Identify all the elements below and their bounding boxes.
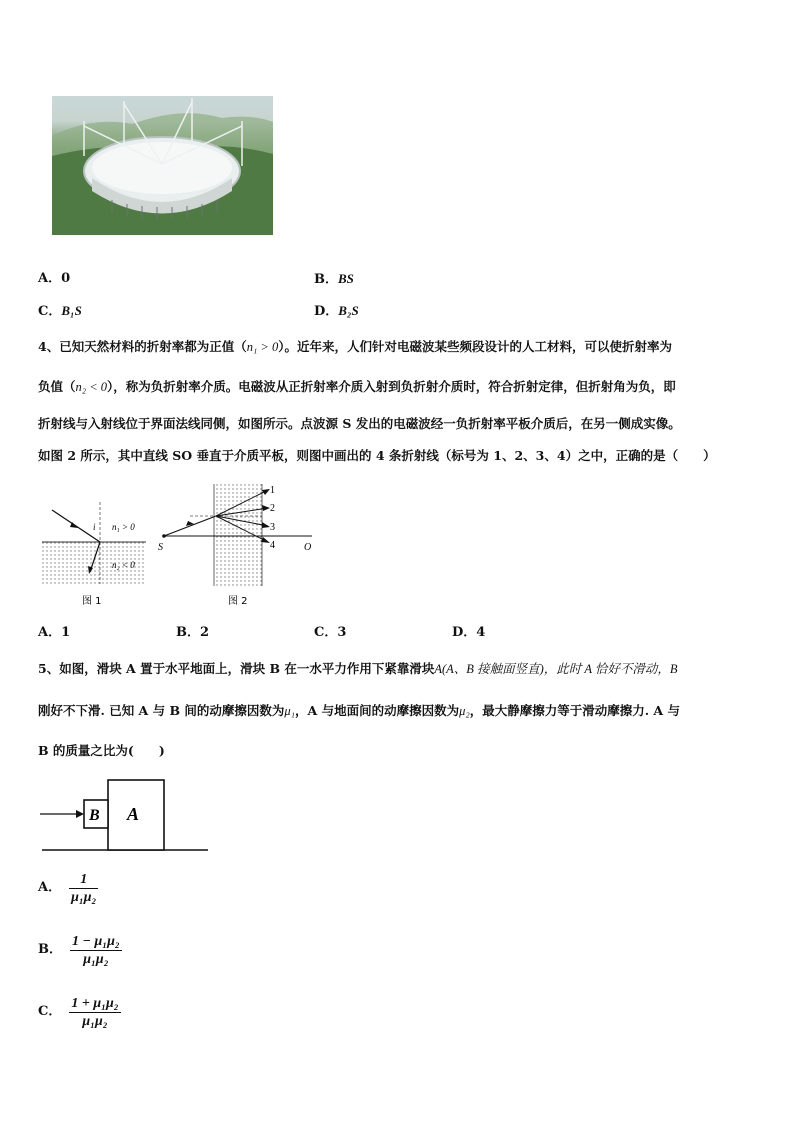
- mu1-symbol: μ₁: [284, 704, 296, 718]
- ray-label-1: 1: [270, 485, 275, 496]
- q3-option-d: [314, 302, 359, 321]
- numerator: 1 − μ₁μ₂: [72, 933, 120, 949]
- fraction: [69, 995, 120, 1030]
- telescope-dish-illustration: [52, 96, 273, 235]
- q3-option-c: [38, 302, 82, 321]
- option-letter: D．: [314, 304, 339, 319]
- numerator: 1: [69, 871, 98, 889]
- figure-1-caption: 图 1: [82, 596, 102, 607]
- option-letter: C．: [38, 304, 62, 319]
- q5-line-2: [38, 702, 680, 720]
- q4-n1: n₁ > 0: [246, 340, 279, 354]
- option-value: 0: [61, 271, 71, 286]
- q4-line-2: [38, 378, 676, 396]
- q4-option-b: B．2: [176, 625, 210, 640]
- q5-option-a: [38, 866, 98, 910]
- block-b-label: B: [89, 807, 100, 824]
- angle-label: i: [93, 522, 96, 532]
- option-value: B₁S: [61, 303, 82, 318]
- figure-1-refraction: [38, 494, 158, 610]
- option-letter: C．: [38, 1004, 62, 1019]
- q5-line-1: [38, 660, 678, 678]
- q4-text: 4、已知天然材料的折射率都为正值（: [38, 339, 247, 354]
- option-value: B₂S: [338, 303, 359, 318]
- option-letter: B．: [314, 272, 338, 287]
- q4-line-4: 如图 2 所示，其中直线 SO 垂直于介质平板，则图中画出的 4 条折射线（标号为 1、2、3、4）之中，正确的是（ ）: [38, 448, 716, 463]
- q4-text: ），称为负折射率介质。电磁波从正折射率介质入射到负折射介质时，符合折射定律，但折射角为负，即: [107, 379, 676, 394]
- q3-option-a: [38, 270, 70, 288]
- fraction: [70, 933, 122, 968]
- option-letter: B．: [38, 942, 62, 957]
- q4-line-3: 折射线与入射线位于界面法线同侧，如图所示。点波源 S 发出的电磁波经一负折射率平板介质后，在另一侧成实像。: [38, 416, 681, 431]
- point-label-o: O: [304, 542, 312, 553]
- q4-text: 负值（: [38, 379, 76, 394]
- block-a-label: A: [127, 804, 140, 824]
- q4-text: ）。近年来，人们针对电磁波某些频段设计的人工材料，可以使折射率为: [278, 339, 672, 354]
- source-label-s: S: [158, 542, 163, 553]
- q5-text: A(A、B 接触面竖直)，此时 A 恰好不滑动，B: [434, 662, 678, 676]
- telescope-photo: [52, 96, 273, 235]
- figure-blocks-a-b: [38, 776, 210, 856]
- figure-2-caption: 图 2: [228, 596, 248, 607]
- q5-text: ，最大静摩擦力等于滑动摩擦力. A 与: [469, 703, 680, 718]
- q5-text: 5、如图，滑块 A 置于水平地面上，滑块 B 在一水平力作用下紧靠滑块: [38, 661, 435, 676]
- q5-option-b: [38, 928, 122, 972]
- n1-label: n₁ > 0: [112, 522, 135, 532]
- option-letter: A．: [38, 271, 62, 286]
- q5-option-c: [38, 990, 121, 1034]
- q4-option-d: D．4: [452, 625, 486, 640]
- denominator: μ₁μ₂: [71, 889, 97, 905]
- option-value: BS: [338, 271, 354, 286]
- ray-label-4: 4: [270, 540, 275, 551]
- fraction: [69, 871, 98, 906]
- mu2-symbol: μ₂: [459, 704, 470, 718]
- q5-text: 刚好不下滑. 已知 A 与 B 间的动摩擦因数为: [38, 703, 285, 718]
- q4-n2: n₂ < 0: [75, 380, 108, 394]
- denominator: μ₁μ₂: [82, 1013, 108, 1029]
- q4-option-c: C．3: [314, 625, 347, 640]
- q5-line-3: B 的质量之比为( ): [38, 743, 165, 758]
- q3-option-b: [314, 270, 354, 289]
- q4-option-a: A．1: [38, 625, 71, 640]
- numerator: 1 + μ₁μ₂: [71, 995, 119, 1011]
- option-letter: A．: [38, 880, 62, 895]
- ray-label-2: 2: [270, 503, 275, 514]
- n2-label: n₂ < 0: [112, 560, 135, 570]
- figure-2-refraction: [152, 480, 322, 610]
- q5-text: ，A 与地面间的动摩擦因数为: [295, 703, 460, 718]
- ray-label-3: 3: [270, 522, 275, 533]
- q4-line-1: [38, 338, 672, 356]
- denominator: μ₁μ₂: [83, 951, 109, 967]
